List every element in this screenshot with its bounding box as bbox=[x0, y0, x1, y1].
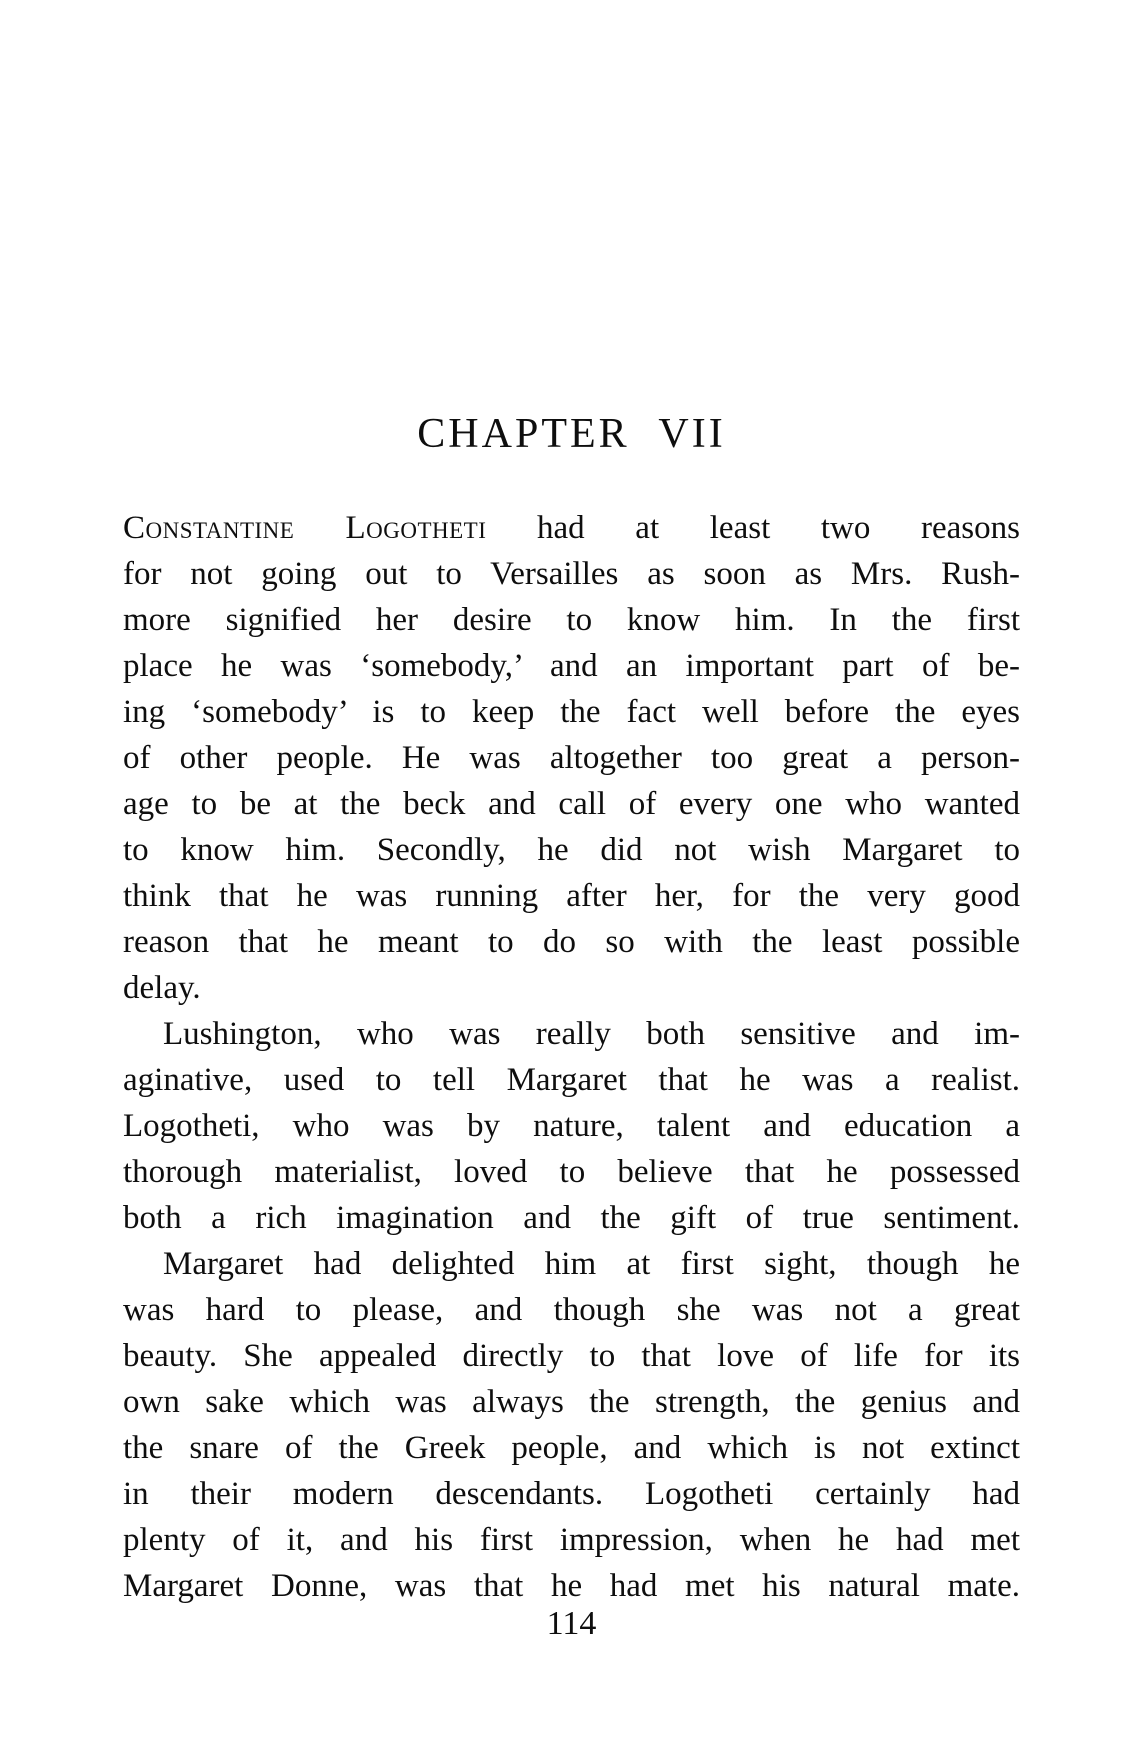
body-text bbox=[123, 505, 1020, 1609]
text-line-p3-6: in their modern descendants. Logotheti certainly had bbox=[123, 1476, 1020, 1512]
text-line-p1-6: of other people. He was altogether too great a person- bbox=[123, 740, 1020, 776]
text-line-p3-5: the snare of the Greek people, and which is not extinct bbox=[123, 1430, 1020, 1466]
text-line-p1-11: delay. bbox=[123, 970, 201, 1006]
text-line-p1-9: think that he was running after her, for the very good bbox=[123, 878, 1020, 914]
text-line-p3-1: Margaret had delighted him at first sight, though he bbox=[163, 1246, 1020, 1282]
text-line-p3-7: plenty of it, and his first impression, when he had met bbox=[123, 1522, 1020, 1558]
page-number: 114 bbox=[546, 1605, 597, 1642]
chapter-heading: CHAPTER VII bbox=[417, 411, 726, 457]
text-line-p2-4: thorough materialist, loved to believe that he possessed bbox=[123, 1154, 1020, 1190]
text-line-p1-4: place he was ‘somebody,’ and an important part of be- bbox=[123, 648, 1020, 684]
text-line-p1-5: ing ‘somebody’ is to keep the fact well before the eyes bbox=[123, 694, 1020, 730]
small-caps-character-name: Constantine Logotheti bbox=[123, 510, 487, 546]
text-line-p3-4: own sake which was always the strength, the genius and bbox=[123, 1384, 1020, 1420]
text-line-p2-2: aginative, used to tell Margaret that he was a realist. bbox=[123, 1062, 1020, 1098]
text-line-p3-3: beauty. She appealed directly to that love of life for its bbox=[123, 1338, 1020, 1374]
text-line-p1-10: reason that he meant to do so with the least possible bbox=[123, 924, 1020, 960]
text-line-p1-8: to know him. Secondly, he did not wish Margaret to bbox=[123, 832, 1020, 868]
text-line-p3-2: was hard to please, and though she was not a great bbox=[123, 1292, 1020, 1328]
text-line-p2-1: Lushington, who was really both sensitive and im- bbox=[163, 1016, 1020, 1052]
text-line-p1-1: Constantine Logotheti had at least two reasons bbox=[123, 510, 1020, 546]
text-line-p1-7: age to be at the beck and call of every one who wanted bbox=[123, 786, 1020, 822]
text-line-p2-5: both a rich imagination and the gift of true sentiment. bbox=[123, 1200, 1020, 1236]
text-line-p1-2: for not going out to Versailles as soon as Mrs. Rush- bbox=[123, 556, 1020, 592]
text-line-p2-3: Logotheti, who was by nature, talent and education a bbox=[123, 1108, 1020, 1144]
text-line-p3-8: Margaret Donne, was that he had met his natural mate. bbox=[123, 1568, 1020, 1604]
text-line-p1-3: more signified her desire to know him. In the first bbox=[123, 602, 1020, 638]
